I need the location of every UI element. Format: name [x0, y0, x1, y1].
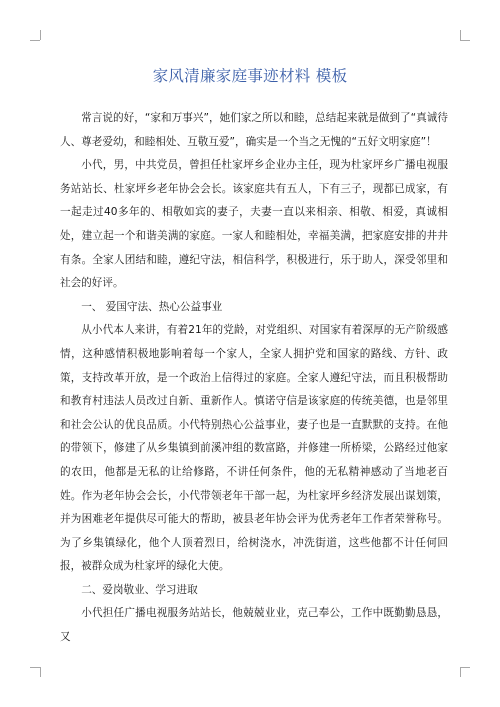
- crop-mark-top-right-h: [460, 40, 470, 41]
- crop-mark-top-right-v: [460, 30, 461, 40]
- document-body: [60, 107, 448, 650]
- crop-mark-bottom-left-h: [30, 667, 40, 668]
- section-heading-2: 二、爱岗敬业、学习进取: [81, 583, 198, 596]
- paragraph-section-1: 从小代本人来讲，有着21年的党龄，对党组织、对国家有着深厚的无产阶级感情，这种感情积极地影响着每一个家人，全家人拥护党和国家的路线、方针、政策，支持改革开放，是一个政治上信得过的家庭。全家人遵纪守法，而且积极帮助和教育村违法人员改过自新、重新作人。慎诺守信是该家庭的传统美德，也是邻里和社会公认的优良品质。小代特别热心公益事业，妻子也是一直默默的支持。在他的带领下，修建了从乡集镇到前溪冲组的数富路，并修建一所桥梁，公路经过他家的农田，他都是无私的让给修路，不讲任何条件，他的无私精神感动了当地老百姓。作为老年协会会长，小代带领老年干部一起，为杜家坪乡经济发展出谋划策，并为困难老年提供尽可能大的帮助，被县老年协会评为优秀老年工作者荣誉称号。为了乡集镇绿化，他个人顶着烈日，给树浇水，冲洗街道，这些他都不计任何回报，被群众成为杜家坪的绿化大使。: [60, 324, 448, 573]
- paragraph-family-profile: 小代，男，中共党员，曾担任杜家坪乡企业办主任，现为杜家坪乡广播电视服务站站长、杜家坪乡老年协会会长。该家庭共有五人，下有三子，现都已成家，有一起走过40多年的、相敬如宾的妻子，夫妻一直以来相亲、相敬、相爱，真诚相处，建立起一个和谐美满的家庭。一家人和睦相处，幸福美满，把家庭安排的井井有条。全家人团结和睦，遵纪守法，相信科学，积极进行，乐于助人，深受邻里和社会的好评。: [60, 159, 448, 290]
- crop-mark-bottom-right-h: [460, 667, 470, 668]
- paragraph-intro: 常言说的好，“家和万事兴”，她们家之所以和睦，总结起来就是做到了“真诚待人、尊老爱幼，和睦相处、互敬互爱”，确实是一个当之无愧的“五好文明家庭”！: [60, 112, 448, 148]
- section-heading-1: 一、 爱国守法、热心公益事业: [81, 300, 223, 313]
- crop-mark-top-left-h: [30, 40, 40, 41]
- paragraph-section-2: 小代担任广播电视服务站站长，他兢兢业业，克己奉公，工作中既勤勤恳恳，又: [60, 607, 448, 644]
- crop-mark-bottom-right-v: [460, 667, 461, 677]
- crop-mark-bottom-left-v: [40, 667, 41, 677]
- document-title: 家风清廉家庭事迹材料 模板: [152, 67, 348, 85]
- crop-mark-top-left-v: [40, 30, 41, 40]
